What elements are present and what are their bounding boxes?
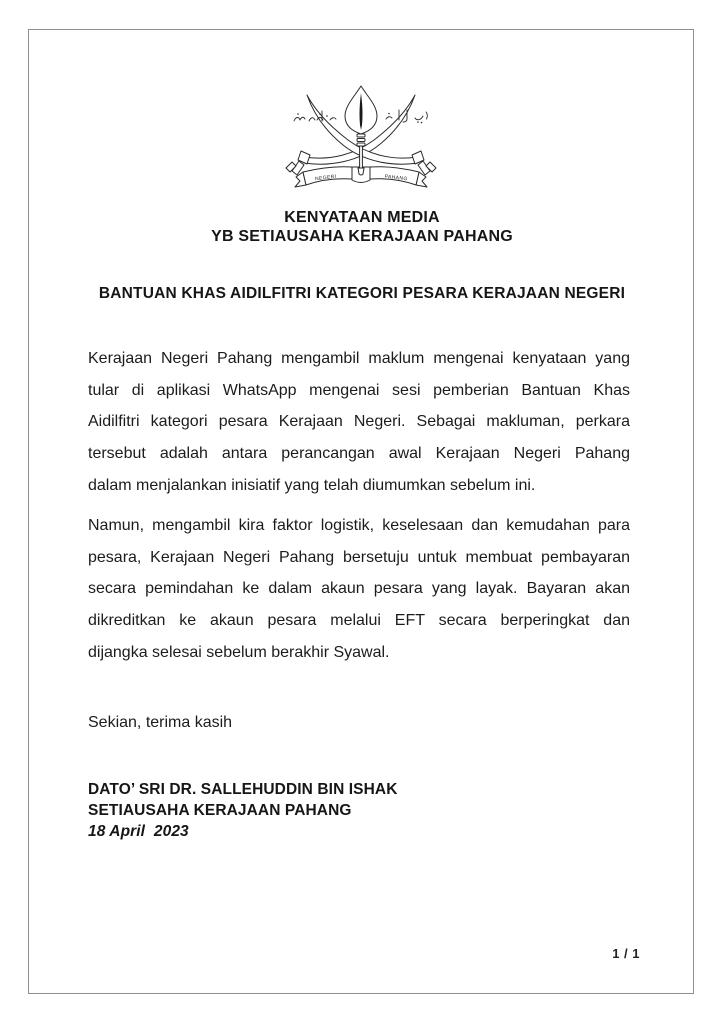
paragraph-2-line: secara pemindahan ke dalam akaun pesara yang layak. Bayaran akan [88,580,630,598]
header-line-1: KENYATAAN MEDIA [284,209,440,226]
signature-block [88,779,398,842]
banner-text-pahang: PAHANG [384,173,408,183]
closing-line: Sekian, terima kasih [88,714,233,731]
press-release-header [0,208,724,246]
signatory-position: SETIAUSAHA KERAJAAN PAHANG [88,802,352,819]
paragraph-1-line: dalam menjalankan inisiatif yang telah diumumkan sebelum ini. [88,476,536,494]
paragraph-1-line: tersebut adalah antara perancangan awal Kerajaan Negeri Pahang [88,445,630,463]
page-number: 1 / 1 [612,946,640,961]
banner-text-negeri: NEGERI [314,173,337,183]
spear-icon [345,86,377,175]
jawi-inscription-right [386,110,427,123]
signatory-name: DATO’ SRI DR. SALLEHUDDIN BIN ISHAK [88,781,398,798]
paragraph-1-line: Aidilfitri kategori pesara Kerajaan Negeri. Sebagai makluman, perkara [88,413,630,431]
paragraph-2-line: Namun, mengambil kira faktor logistik, keselesaan dan kemudahan para [88,517,630,534]
paragraph-1 [88,343,630,502]
paragraph-1-line: tular di aplikasi WhatsApp mengenai sesi pemberian Bantuan Khas [88,381,630,399]
header-line-2: YB SETIAUSAHA KERAJAAN PAHANG [211,228,513,245]
paragraph-2-line: pesara, Kerajaan Negeri Pahang bersetuju untuk membuat pembayaran [88,548,630,566]
paragraph-2-line: dijangka selesai sebelum berakhir Syawal. [88,643,390,661]
paragraph-2 [88,510,630,669]
paragraph-2-line: dikreditkan ke akaun pesara melalui EFT secara berperingkat dan [88,612,630,630]
page-title: BANTUAN KHAS AIDILFITRI KATEGORI PESARA KERAJAAN NEGERI [98,285,626,302]
paragraph-1-line: Kerajaan Negeri Pahang mengambil maklum mengenai kenyataan yang [88,350,630,367]
signature-date: 18 April 2023 [88,823,189,840]
pahang-state-crest-icon [279,84,443,198]
